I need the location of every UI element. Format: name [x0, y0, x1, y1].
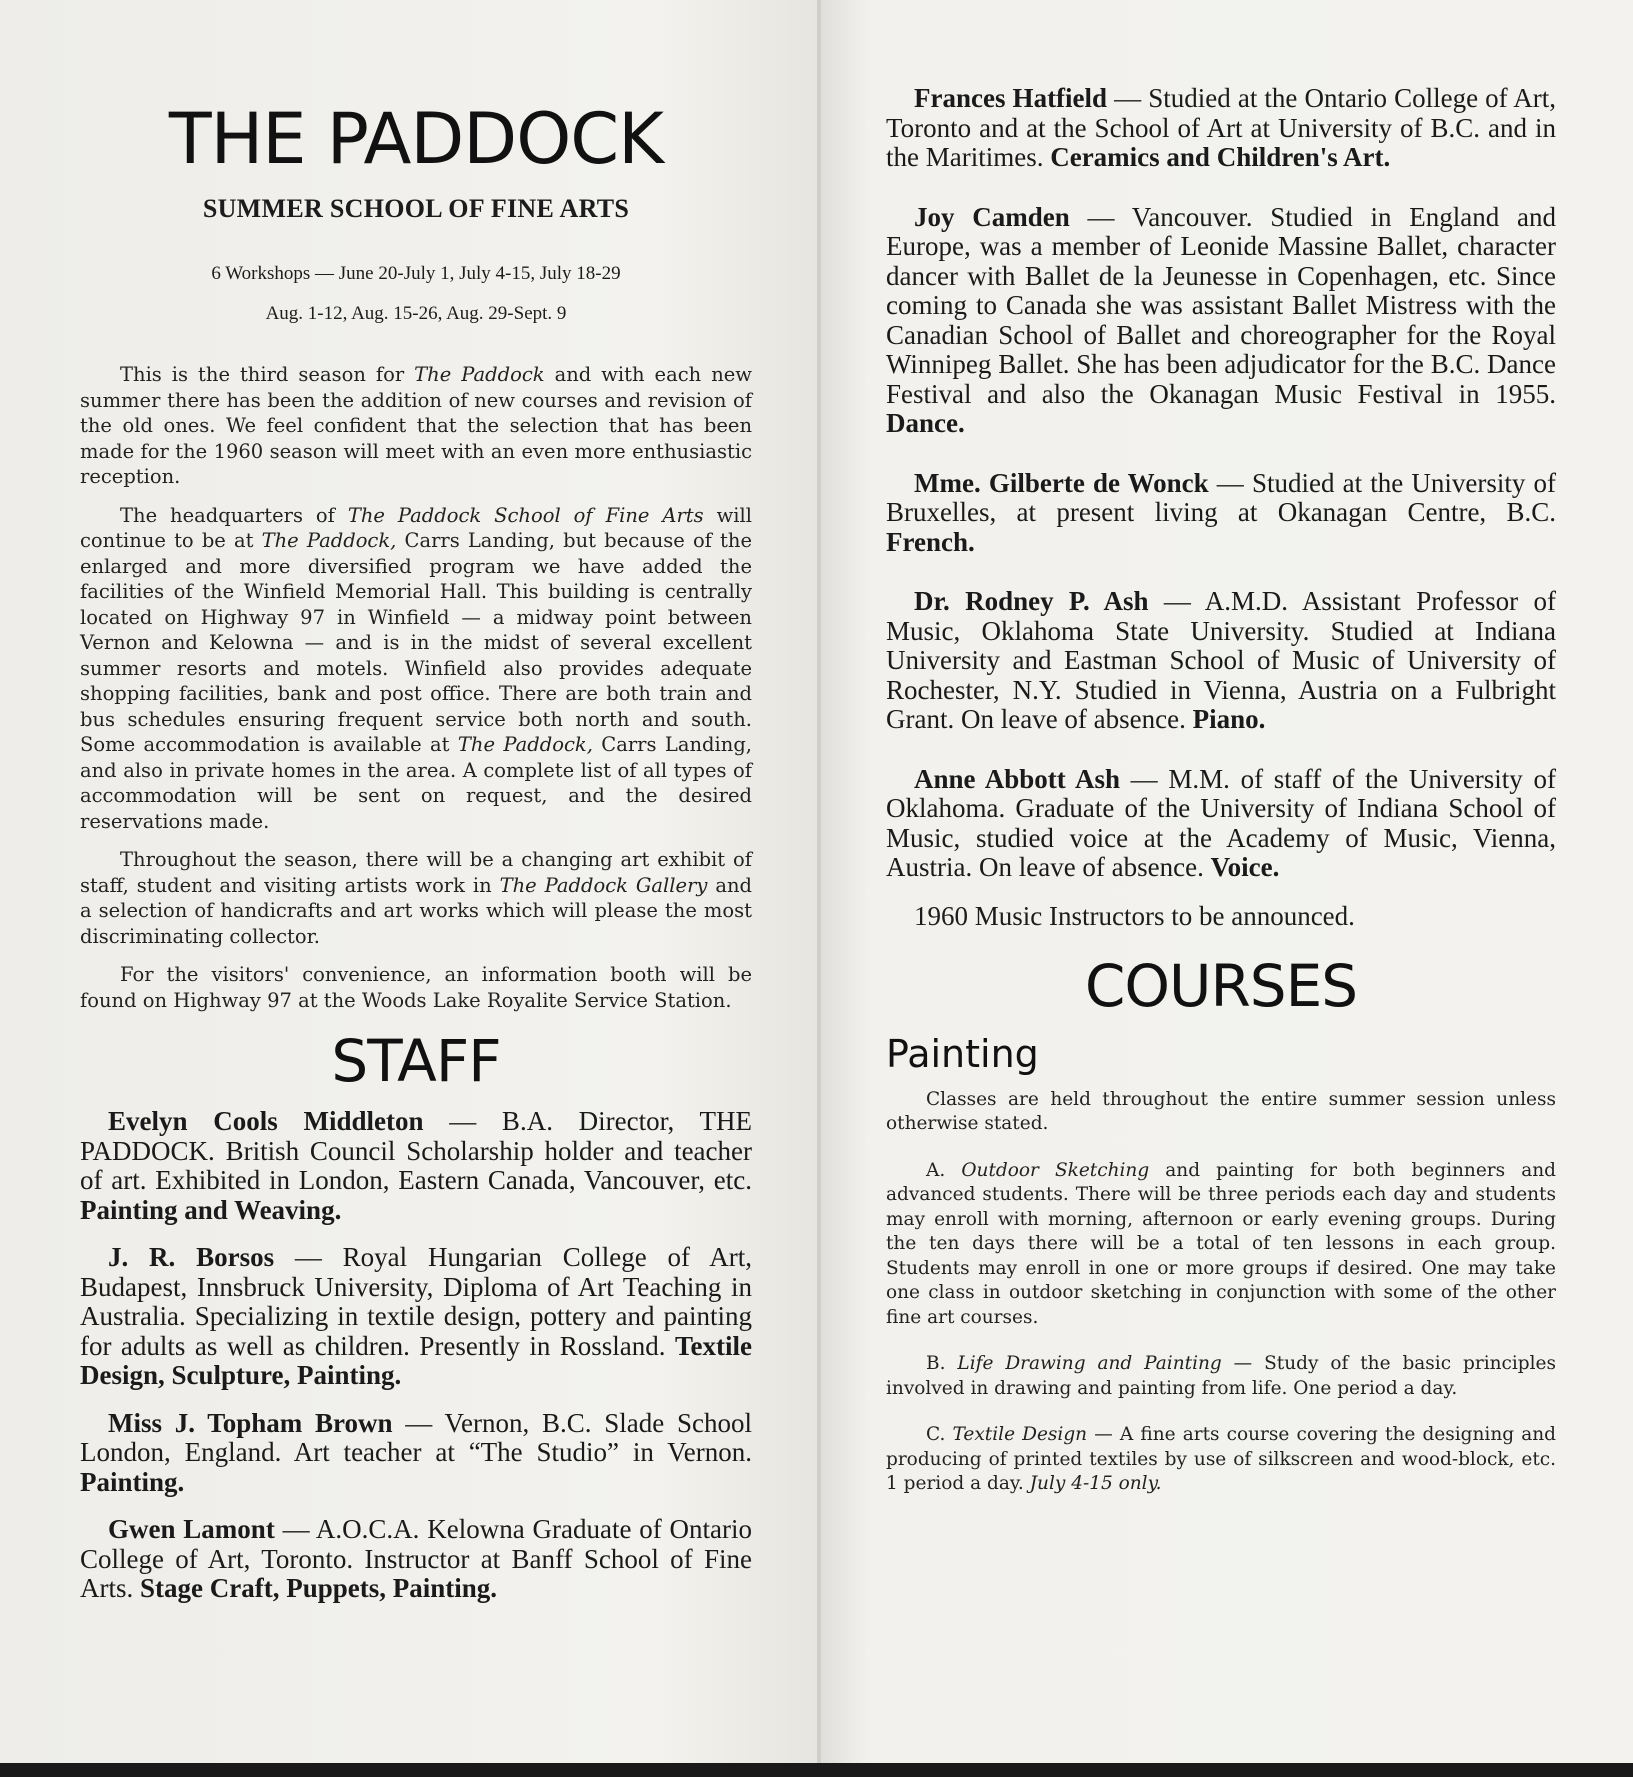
courses-intro: Classes are held throughout the entire summer session unless otherwise stated. [886, 1088, 1556, 1134]
staff-entry: Frances Hatfield — Studied at the Ontario College of Art, Toronto and at the School of Art at University of B.C. and in the Maritimes. Ceramics and Children's Art. [886, 83, 1556, 172]
staff-entry: Evelyn Cools Middleton — B.A. Director, THE PADDOCK. British Council Scholarship holder and teacher of art. Exhibited in London, Eastern Canada, Vancouver, etc. Painting and Weaving. [80, 1106, 753, 1225]
page-gutter [817, 0, 821, 1777]
dates-line-2: Aug. 1-12, Aug. 15-26, Aug. 29-Sept. 9 [265, 303, 567, 324]
staff-entry: Miss J. Topham Brown — Vernon, B.C. Slade School London, England. Art teacher at “The Studio” in Vernon. Painting. [80, 1407, 753, 1497]
staff-entry: Gwen Lamont — A.O.C.A. Kelowna Graduate of Ontario College of Art, Toronto. Instructor at Banff School of Fine Arts. Stage Craft, Puppets, Painting. [80, 1514, 752, 1603]
intro-paragraph-4: For the visitors' convenience, an information booth will be found on Highway 97 at the Woods Lake Royalite Service Station. [80, 963, 752, 1012]
painting-heading: Painting [886, 1031, 1039, 1076]
page-title: THE PADDOCK [168, 98, 664, 180]
staff-heading: STAFF [331, 1027, 501, 1095]
course-c: C. Textile Design — A fine arts course covering the designing and producing of printed textiles by use of silkscreen and wood-block, etc. 1 period a day. July 4-15 only. [886, 1424, 1556, 1494]
music-instructors-note: 1960 Music Instructors to be announced. [914, 900, 1355, 931]
intro-paragraph-3: Throughout the season, there will be a changing art exhibit of staff, student and visiting artists work in The Paddock Gallery and a selection of handicrafts and art works which will please the most discriminating collector. [80, 848, 752, 948]
page-subtitle: SUMMER SCHOOL OF FINE ARTS [202, 194, 630, 223]
course-b: B. Life Drawing and Painting — Study of the basic principles involved in drawing and painting from life. One period a day. [886, 1353, 1556, 1399]
left-column [80, 88, 752, 1622]
staff-entry: Anne Abbott Ash — M.M. of staff of the University of Oklahoma. Graduate of the University of Indiana School of Music, studied voice at the Academy of Music, Vienna, Austria. On leave of absence. Voice. [886, 763, 1556, 882]
staff-entry: Mme. Gilberte de Wonck — Studied at the University of Bruxelles, at present living at Okanagan Centre, B.C. French. [886, 467, 1556, 557]
scan-bottom-edge [0, 1763, 1633, 1777]
staff-entry: Joy Camden — Vancouver. Studied in England and Europe, was a member of Leonide Massine Ballet, character dancer with Ballet de la Jeunesse in Copenhagen, etc. Since coming to Canada she was assistant Ballet Mistress with the Canadian School of Ballet and choreographer for the Royal Winnipeg Ballet. She has been adjudicator for the B.C. Dance Festival and also the Okanagan Music Festival in 1955. Dance. [886, 201, 1556, 438]
right-column [886, 84, 1556, 1519]
dates-line-1: 6 Workshops — June 20-July 1, July 4-15, July 18-29 [211, 263, 621, 284]
course-a: A. Outdoor Sketching and painting for both beginners and advanced students. There will be three periods each day and students may enroll with morning, afternoon or early evening groups. During the ten days there will be a total of ten lessons in each group. Students may enroll in one or more groups if desired. One may take one class in outdoor sketching in conjunction with some of the other fine art courses. [886, 1159, 1557, 1328]
staff-entry: J. R. Borsos — Royal Hungarian College of Art, Budapest, Innsbruck University, Diploma of Art Teaching in Australia. Specializing in textile design, pottery and painting for adults as well as children. Presently in Rossland. Textile Design, Sculpture, Painting. [80, 1242, 752, 1390]
staff-entry: Dr. Rodney P. Ash — A.M.D. Assistant Professor of Music, Oklahoma State University. Studied at Indiana University and Eastman School of Music of University of Rochester, N.Y. Studied in Vienna, Austria on a Fulbright Grant. On leave of absence. Piano. [886, 586, 1556, 734]
courses-heading: COURSES [1084, 951, 1358, 1020]
intro-paragraph-1: This is the third season for The Paddock and with each new summer there has been the addition of new courses and revision of the old ones. We feel confident that the selection that has been made for the 1960 season will meet with an even more enthusiastic reception. [80, 363, 752, 488]
intro-paragraph-2: The headquarters of The Paddock School of Fine Arts will continue to be at The Paddock, Carrs Landing, but because of the enlarged and more diversified program we have added the facilities of the Winfield Memorial Hall. This building is centrally located on Highway 97 in Winfield — a midway point between Vernon and Kelowna — and is in the midst of several excellent summer resorts and motels. Winfield also provides adequate shopping facilities, bank and post office. There are both train and bus schedules ensuring frequent service both north and south. Some accommodation is available at The Paddock, Carrs Landing, and also in private homes in the area. A complete list of all types of accommodation will be sent on request, and the desired reservations made. [80, 503, 752, 833]
workshop-dates [80, 254, 752, 334]
